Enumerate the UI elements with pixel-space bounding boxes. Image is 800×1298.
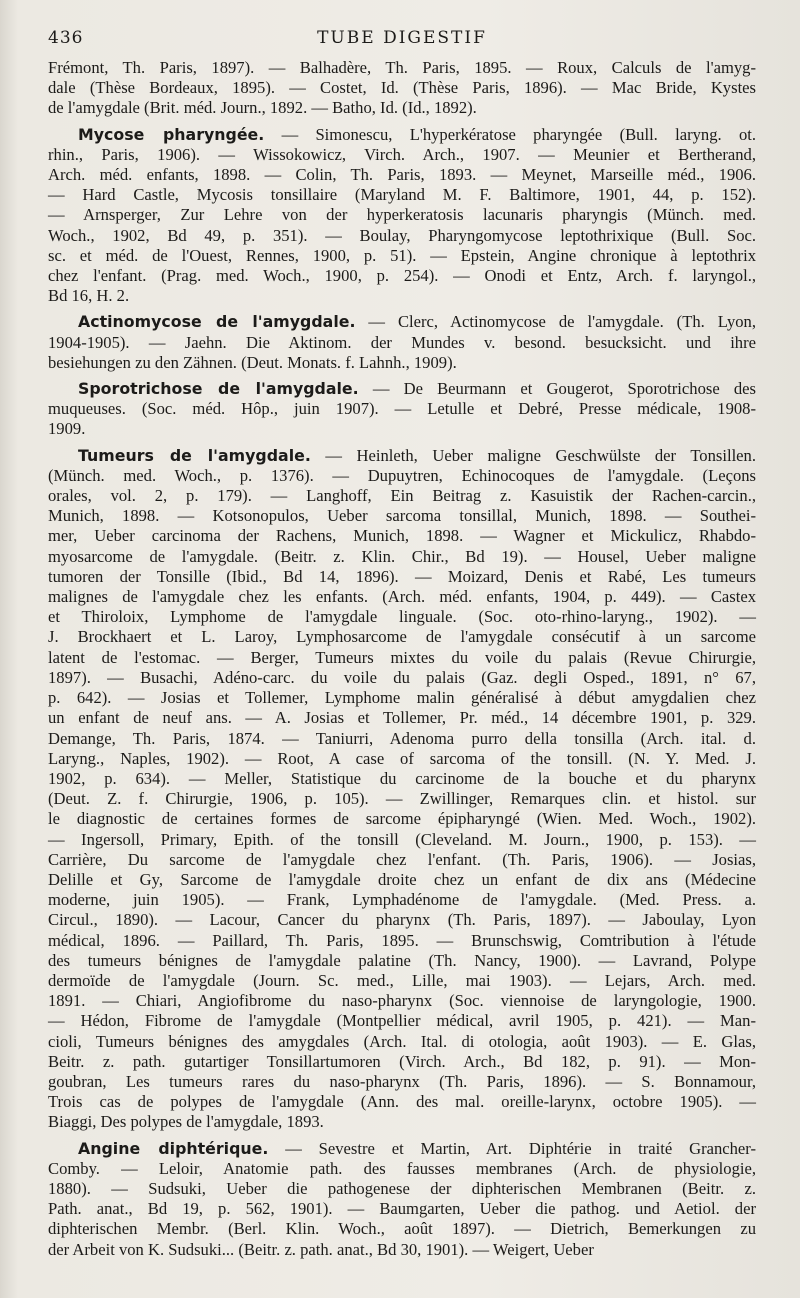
line-text: cioli, Tumeurs bénignes des amygdales (Arch. Ital. di otologia, août 1903). — E. Glas, [48,1031,756,1051]
line-text: orales, vol. 2, p. 179). — Langhoff, Ein Beitrag z. Kasuistik der Rachen-carcin., [48,486,756,506]
text-line [48,1011,756,1031]
line-text: Path. anat., Bd 19, p. 562, 1901). — Baumgarten, Ueber die pathog. und Aetiol. der [48,1199,756,1219]
text-line [48,58,756,78]
line-text: de l'amygdale (Brit. méd. Journ., 1892. — Batho, Id. (Id., 1892). [48,98,477,118]
text-line [48,1072,756,1092]
line-text: Demange, Th. Paris, 1874. — Taniurri, Adenoma purro della tonsilla (Arch. ital. d. [48,728,756,748]
line-text: rhin., Paris, 1906). — Wissokowicz, Virch. Arch., 1907. — Meunier et Bertherand, [48,144,756,164]
line-text: Beitr. z. path. gutartiger Tonsillartumoren (Virch. Arch., Bd 182, p. 91). — Mon- [48,1051,756,1071]
text-line [48,789,756,809]
line-text: tumoren der Tonsille (Ibid., Bd 14, 1896). — Moizard, Denis et Rabé, Les tumeurs [48,566,756,586]
text-line [48,1032,756,1052]
text-line [48,668,756,688]
text-line [48,125,756,145]
line-text: Woch., 1902, Bd 49, p. 351). — Boulay, Pharyngomycose leptothrixique (Bull. Soc. [48,225,756,245]
running-title: TUBE DIGESTIF [317,28,487,48]
line-text: — Hédon, Fibrome de l'amygdale (Montpellier médical, avril 1905, p. 421). — Man- [48,1011,756,1031]
line-text: 1891. — Chiari, Angiofibrome du naso-pharynx (Soc. viennoise de laryngologie, 1900. [48,991,756,1011]
section-heading: Mycose pharyngée. [78,124,265,144]
text-line [48,1219,756,1239]
text-line [48,931,756,951]
line-text: Munich, 1898. — Kotsonopulos, Ueber sarcoma tonsillal, Munich, 1898. — Southei- [48,506,756,526]
text-line [48,98,756,118]
section-heading: Tumeurs de l'amygdale. [78,445,311,465]
line-text: — Arnsperger, Zur Lehre von der hyperkeratosis lacunaris pharyngis (Münch. med. [48,205,756,225]
text-line [48,1159,756,1179]
line-text: Circul., 1890). — Lacour, Cancer du pharynx (Th. Paris, 1897). — Jaboulay, Lyon [48,910,756,930]
text-line [48,446,756,466]
line-text: dale (Thèse Bordeaux, 1895). — Costet, Id. (Thèse Paris, 1896). — Mac Bride, Kystes [48,78,756,98]
text-line [48,607,756,627]
text-line [48,1052,756,1072]
text-line [48,1139,756,1159]
line-text: 1909. [48,419,86,439]
line-text: (Münch. med. Woch., p. 1376). — Dupuytren, Echinocoques de l'amygdale. (Leçons [48,465,756,485]
text-line [48,466,756,486]
line-text: muqueuses. (Soc. méd. Hôp., juin 1907). — Letulle et Debré, Presse médicale, 1908- [48,399,756,419]
text-line [48,266,756,286]
line-text: Trois cas de polypes de l'amygdale (Ann. des mal. oreille-larynx, octobre 1905). — [48,1092,756,1112]
text-line [48,890,756,910]
text-line [48,246,756,266]
section-heading: Sporotrichose de l'amygdale. [78,379,359,399]
line-text: Comby. — Leloir, Anatomie path. des fausses membranes (Arch. de physiologie, [48,1158,756,1178]
line-text: — Simonescu, L'hyperkératose pharyngée (Bull. laryng. ot. [264,124,756,144]
line-text: Carrière, Du sarcome de l'amygdale chez l'enfant. (Th. Paris, 1906). — Josias, [48,849,756,869]
section-heading: Angine diphtérique. [78,1138,269,1158]
text-line [48,145,756,165]
text-line [48,312,756,332]
paragraph-sporotrichose [48,379,756,440]
line-text: — Clerc, Actinomycose de l'amygdale. (Th. Lyon, [355,312,756,332]
line-text: un enfant de neuf ans. — A. Josias et Tollemer, Pr. méd., 14 décembre 1901, p. 329. [48,708,756,728]
text-line [48,1240,756,1260]
text-line [48,486,756,506]
line-text: latent de l'estomac. — Berger, Tumeurs mixtes du voile du palais (Revue Chirurgie, [48,647,756,667]
text-line [48,78,756,98]
line-text: malignes de l'amygdale chez les enfants. (Arch. méd. enfants, 1904, p. 449). — Castex [48,587,756,607]
paragraph-actinomycose [48,312,756,373]
text-line [48,587,756,607]
line-text: 1904-1905). — Jaehn. Die Aktinom. der Mundes v. besond. besucksicht. und ihre [48,332,756,352]
line-text: Laryng., Naples, 1902). — Root, A case of sarcoma of the tonsill. (N. Y. Med. J. [48,748,756,768]
line-text: — Ingersoll, Primary, Epith. of the tonsill (Cleveland. M. Journ., 1900, p. 153). — [48,829,756,849]
text-line [48,688,756,708]
line-text: dermoïde de l'amygdale (Journ. Sc. med., Lille, mai 1903). — Lejars, Arch. med. [48,970,756,990]
line-text: le diagnostic de certaines formes de sarcome épipharyngé (Wien. Med. Woch., 1902). [48,809,756,829]
text-line [48,333,756,353]
page-number: 436 [48,28,84,48]
line-text: (Deut. Z. f. Chirurgie, 1906, p. 105). — Zwillinger, Remarques clin. et histol. sur [48,789,756,809]
line-text: et Thiroloix, Lymphome de l'amygdale linguale. (Soc. oto-rhino-laryng., 1902). — [48,607,756,627]
line-text: mer, Ueber carcinoma der Rachens, Munich, 1898. — Wagner et Mickulicz, Rhabdo- [48,526,756,546]
line-text: Frémont, Th. Paris, 1897). — Balhadère, Th. Paris, 1895. — Roux, Calculs de l'amyg- [48,58,756,77]
line-text: chez l'enfant. (Prag. med. Woch., 1900, p. 254). — Onodi et Entz, Arch. f. laryngol., [48,266,756,286]
line-text: — Hard Castle, Mycosis tonsillaire (Maryland M. F. Baltimore, 1901, 44, p. 152). [48,185,756,205]
text-line [48,951,756,971]
text-line [48,1199,756,1219]
line-text: 1902, p. 634). — Meller, Statistique du carcinome de la bouche et du pharynx [48,768,756,788]
page-body [48,58,756,1260]
text-line [48,648,756,668]
line-text: Bd 16, H. 2. [48,286,130,306]
text-line [48,1092,756,1112]
line-text: Delille et Gy, Sarcome de l'amygdale droite chez un enfant de dix ans (Médecine [48,869,756,889]
line-text: goubran, Les tumeurs rares du naso-pharynx (Th. Paris, 1896). — S. Bonnamour, [48,1071,756,1091]
line-text: J. Brockhaert et L. Laroy, Lymphosarcome de l'amygdale consécutif à un sarcome [48,627,756,647]
text-line [48,870,756,890]
paragraph-kystes [48,58,756,119]
text-line [48,769,756,789]
text-line [48,419,756,439]
text-line [48,850,756,870]
line-text: der Arbeit von K. Sudsuki... (Beitr. z. path. anat., Bd 30, 1901). — Weigert, Ueber [48,1239,594,1259]
text-line [48,567,756,587]
text-line [48,205,756,225]
line-text: — Heinleth, Ueber maligne Geschwülste der Tonsillen. [310,445,756,465]
text-line [48,526,756,546]
line-text: — De Beurmann et Gougerot, Sporotrichose des [358,379,756,399]
text-line [48,506,756,526]
text-line [48,749,756,769]
text-line [48,185,756,205]
text-line [48,627,756,647]
line-text: sc. et méd. de l'Ouest, Rennes, 1900, p. 51). — Epstein, Angine chronique à leptothrix [48,245,756,265]
text-line [48,286,756,306]
text-line [48,165,756,185]
page-header [48,28,756,58]
line-text: Biaggi, Des polypes de l'amygdale, 1893. [48,1112,324,1132]
line-text: des tumeurs bénignes de l'amygdale palatine (Th. Nancy, 1900). — Lavrand, Polype [48,950,756,970]
text-line [48,830,756,850]
text-line [48,809,756,829]
text-line [48,1112,756,1132]
line-text: 1880). — Sudsuki, Ueber die pathogenese der diphterischen Membranen (Beitr. z. [48,1178,756,1198]
text-line [48,991,756,1011]
line-text: diphterischen Membr. (Berl. Klin. Woch., août 1897). — Dietrich, Bemerkungen zu [48,1219,756,1239]
text-line [48,708,756,728]
section-heading: Actinomycose de l'amygdale. [78,312,356,332]
line-text: p. 642). — Josias et Tollemer, Lymphome malin généralisé à début amygdalien chez [48,688,756,708]
paragraph-angine [48,1139,756,1260]
text-line [48,1179,756,1199]
text-line [48,226,756,246]
text-line [48,547,756,567]
text-line [48,379,756,399]
paragraph-tumeurs [48,446,756,1133]
text-line [48,399,756,419]
line-text: 1897). — Busachi, Adéno-carc. du voile du palais (Gaz. degli Osped., 1891, n° 67, [48,667,756,687]
text-line [48,910,756,930]
line-text: médical, 1896. — Paillard, Th. Paris, 1895. — Brunschswig, Comtribution à l'étude [48,930,756,950]
paragraph-mycose [48,125,756,307]
text-line [48,971,756,991]
line-text: — Sevestre et Martin, Art. Diphtérie in traité Grancher- [268,1138,757,1158]
line-text: moderne, juin 1905). — Frank, Lymphadénome de l'amygdale. (Med. Press. a. [48,890,756,910]
line-text: myosarcome de l'amygdale. (Beitr. z. Klin. Chir., Bd 19). — Housel, Ueber maligne [48,546,756,566]
line-text: Arch. méd. enfants, 1898. — Colin, Th. Paris, 1893. — Meynet, Marseille méd., 1906. [48,165,756,185]
text-line [48,729,756,749]
line-text: besiehungen zu den Zähnen. (Deut. Monats. f. Lahnh., 1909). [48,352,457,372]
text-line [48,353,756,373]
